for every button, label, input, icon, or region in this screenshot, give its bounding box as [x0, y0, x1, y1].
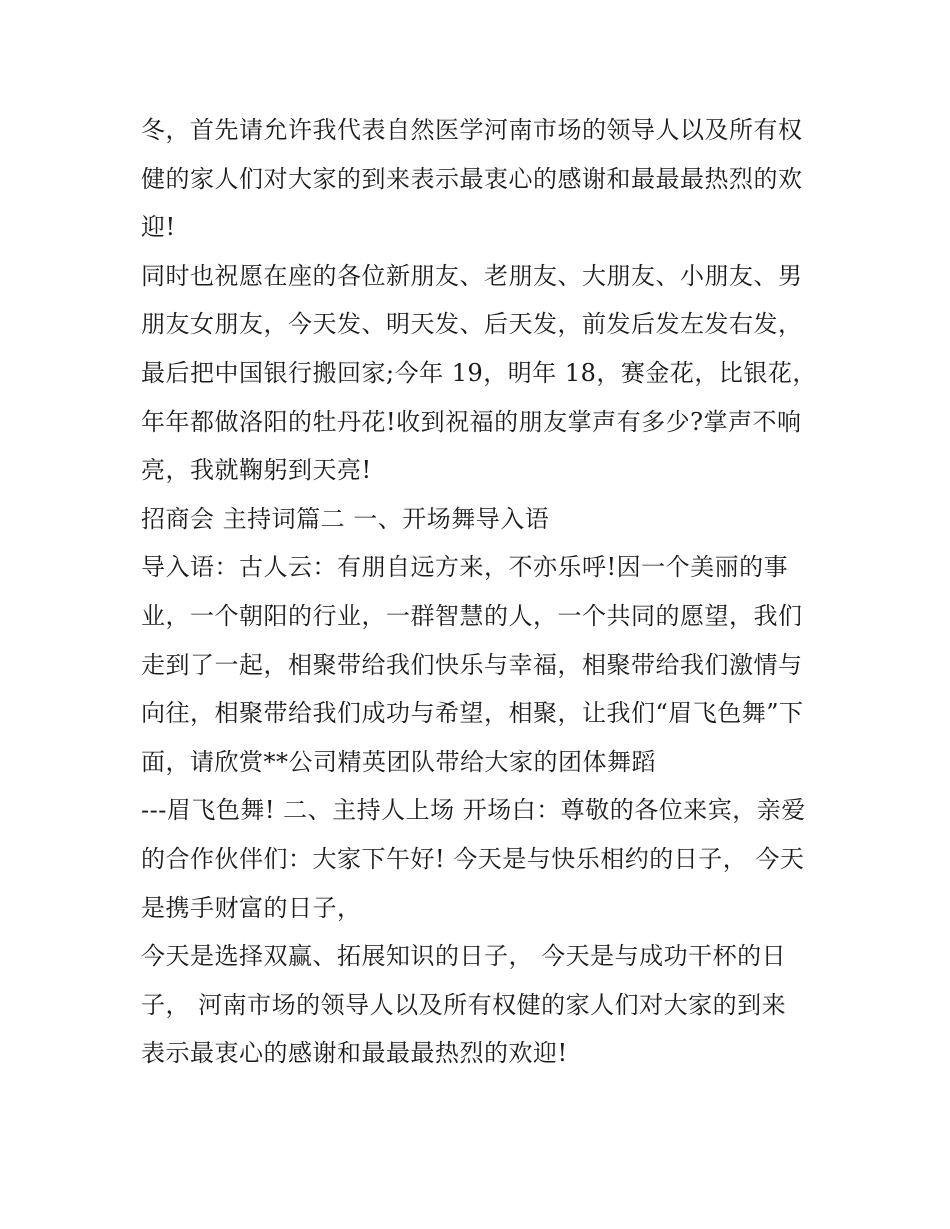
text-line: 面，请欣赏**公司精英团队带给大家的团体舞蹈	[141, 747, 656, 776]
text-line: 的合作伙伴们：大家下午好! 今天是与快乐相约的日子， 今天	[141, 844, 805, 873]
text-line: 子， 河南市场的领导人以及所有权健的家人们对大家的到来	[141, 990, 787, 1019]
text-line: 走到了一起，相聚带给我们快乐与幸福，相聚带给我们激情与	[141, 650, 803, 679]
document-body	[141, 106, 821, 1078]
text-line: 同时也祝愿在座的各位新朋友、老朋友、大朋友、小朋友、男	[141, 261, 803, 290]
text-line: 今天是选择双赢、拓展知识的日子， 今天是与成功干杯的日	[141, 942, 787, 971]
text-line: 亮，我就鞠躬到天亮!	[141, 456, 372, 485]
text-line: 冬，首先请允许我代表自然医学河南市场的领导人以及所有权	[141, 116, 803, 144]
text-line: 年年都做洛阳的牡丹花!收到祝福的朋友掌声有多少?掌声不响	[141, 407, 802, 436]
text-line: ---眉飞色舞! 二、主持人上场 开场白：尊敬的各位来宾，亲爱	[141, 796, 806, 825]
text-line: 最后把中国银行搬回家;今年 19，明年 18，赛金花，比银花，	[141, 358, 817, 387]
text-line: 向往，相聚带给我们成功与希望，相聚，让我们“眉飞色舞”下	[141, 699, 804, 728]
text-line: 朋友女朋友，今天发、明天发、后天发，前发后发左发右发，	[141, 310, 803, 339]
text-line: 导入语：古人云：有朋自远方来，不亦乐呼!因一个美丽的事	[141, 553, 789, 582]
text-line: 是携手财富的日子，	[141, 893, 362, 922]
text-line: 表示最衷心的感谢和最最最热烈的欢迎!	[141, 1039, 568, 1068]
text-line: 健的家人们对大家的到来表示最衷心的感谢和最最最热烈的欢	[141, 164, 803, 193]
text-line: 迎!	[141, 213, 176, 242]
section-heading: 招商会 主持词篇二 一、开场舞导入语	[141, 504, 550, 533]
text-line: 业，一个朝阳的行业，一群智慧的人，一个共同的愿望，我们	[141, 601, 803, 630]
